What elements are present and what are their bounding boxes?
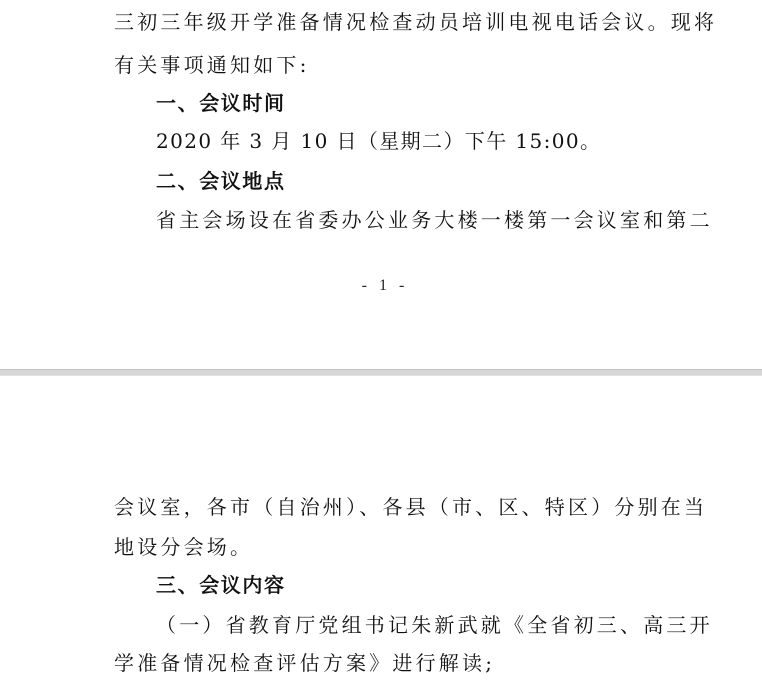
paragraph-line: 地设分会场。 <box>114 535 254 559</box>
meeting-content-item-continuation: 学准备情况检查评估方案》进行解读; <box>114 651 496 675</box>
paragraph-line: 有关事项通知如下: <box>114 53 310 77</box>
section-heading-meeting-location: 二、会议地点 <box>156 169 286 193</box>
page-number: - 1 - <box>361 277 409 294</box>
document-page-2 <box>0 376 762 686</box>
meeting-time-text: 2020 年 3 月 10 日（星期二）下午 15:00。 <box>156 129 602 153</box>
section-heading-meeting-time: 一、会议时间 <box>156 91 286 115</box>
meeting-content-item: （一）省教育厅党组书记朱新武就《全省初三、高三开 <box>156 613 713 637</box>
paragraph-line: 会议室，各市（自治州）、各县（市、区、特区）分别在当 <box>114 495 708 519</box>
meeting-location-text: 省主会场设在省委办公业务大楼一楼第一会议室和第二 <box>156 208 713 232</box>
section-heading-meeting-content: 三、会议内容 <box>156 573 286 597</box>
page-separator <box>0 369 762 376</box>
paragraph-line: 三初三年级开学准备情况检查动员培训电视电话会议。现将 <box>114 10 718 34</box>
